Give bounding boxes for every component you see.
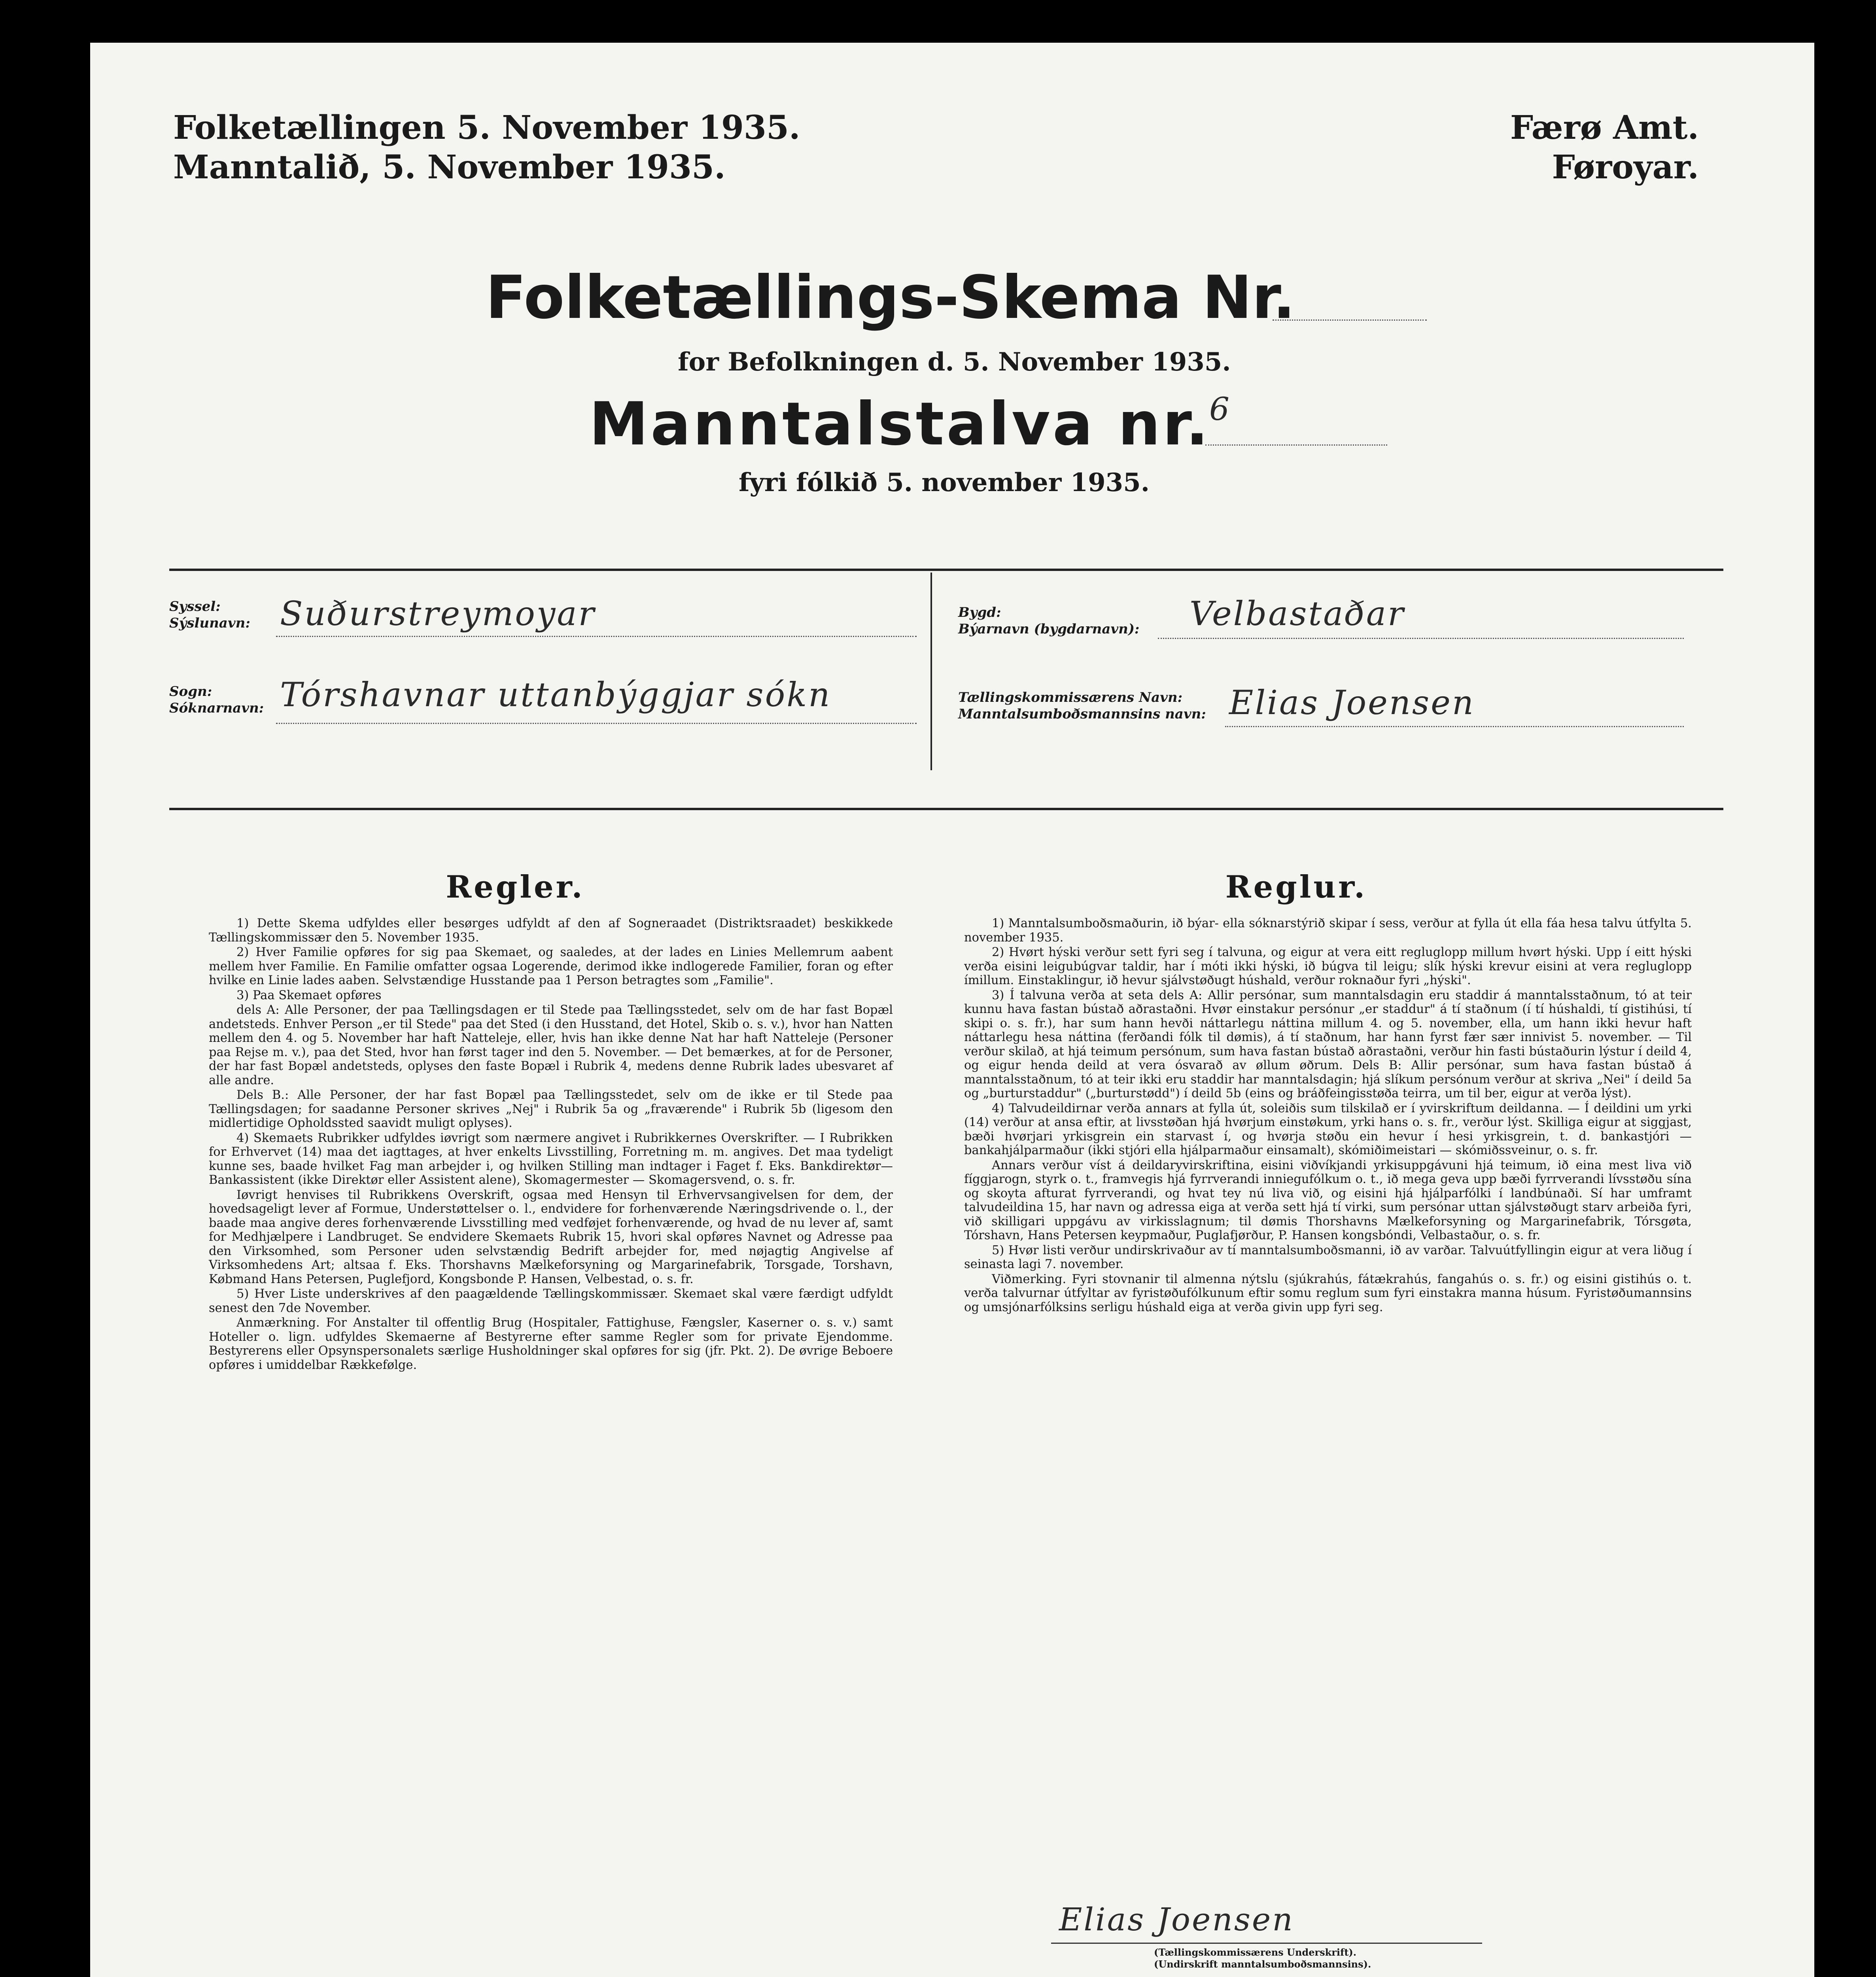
- regler-text: [209, 917, 893, 1373]
- fields-bottom-rule: [169, 808, 1723, 810]
- syssel-label-danish: Syssel:: [169, 599, 221, 614]
- regler-paragraph: dels A: Alle Personer, der paa Tællingsdagen er til Stede paa Tællingsstedet, selv om de har fast Bopæl andetsteds. Enhver Person „er til Stede" paa det Sted (i den Husstand, det Hotel, Skib o. s. v.), hvor han Natten mellem den 4. og 5. November har haft Natteleje, eller, hvis han ikke denne Nat har haft Natteleje (Personer paa Rejse m. v.), paa det Sted, hvor han først tager ind den 5. November. — Det bemærkes, at for de Personer, der har fast Bopæl andetsteds, oplyses den faste Bopæl i Rubrik 4, medens denne Rubrik lades ubesvaret af alle andre.: [209, 1003, 893, 1087]
- reglur-text: [964, 917, 1692, 1315]
- commissioner-signature: Elias Joensen: [1059, 1901, 1294, 1938]
- sogn-label-danish: Sogn:: [169, 684, 212, 699]
- kommissaer-label-danish: Tællingskommissærens Navn:: [958, 690, 1183, 705]
- header-title-danish: Folketællingen 5. November 1935.: [173, 109, 800, 147]
- reglur-paragraph: 2) Hvørt hýski verður sett fyri seg í talvuna, og eigur at vera eitt regluglopp millum hvørt hýski. Upp í eitt hýski verða eisini leigubúgvar taldir, har í móti ikki hýski, ið búgva til leigu; slík hýski krevur eisini at vera regluglopp ímillum. Einstaklingur, ið hevur sjálvstøðugt húshald, verður roknaður fyri „hýski".: [964, 945, 1692, 987]
- regler-paragraph: 4) Skemaets Rubrikker udfyldes iøvrigt som nærmere angivet i Rubrikkernes Overskrifter. — I Rubrikken for Erhvervet (14) maa det iagttages, at hver enkelts Livsstilling, Forretning m. m. angives. Det maa tydeligt kunne ses, baade hvilket Fag man arbejder i, og hvilken Stilling man indtager i Faget f. Eks. Bankdirektør—Bankassistent (ikke Direktør eller Assistent alene), Skomagermester — Skomagersvend, o. s. fr.: [209, 1131, 893, 1187]
- sogn-line: [276, 723, 917, 724]
- form-title-faroese: Manntalstalva nr.: [589, 390, 1211, 459]
- bygd-line: [1158, 638, 1684, 639]
- form-number-value: 6: [1209, 391, 1231, 427]
- reglur-paragraph: 1) Manntalsumboðsmaðurin, ið býar- ella sóknarstýrið skipar í sess, verður at fylla út ella fáa hesa talvu útfylta 5. november 1935.: [964, 917, 1692, 945]
- sogn-value: Tórshavnar uttanbýggjar sókn: [280, 675, 832, 714]
- regler-paragraph: 5) Hver Liste underskrives af den paagældende Tællingskommissær. Skemaet skal være færdigt udfyldt senest den 7de November.: [209, 1287, 893, 1315]
- kommissaer-value: Elias Joensen: [1229, 683, 1475, 722]
- form-subtitle-danish: for Befolkningen d. 5. November 1935.: [678, 347, 1231, 377]
- reglur-title: Reglur.: [1225, 869, 1367, 905]
- syssel-value: Suðurstreymoyar: [280, 594, 596, 633]
- reglur-paragraph: 4) Talvudeildirnar verða annars at fylla út, soleiðis sum tilskilað er í yvirskriftum deildanna. — Í deildini um yrki (14) verður at ansa eftir, at livsstøðan hjá hvørjum einstøkum, yrki hans o. s. fr., verður lýst. Skilliga eigur at siggjast, bæði hvørjari yrkisgrein ein starvast í, og hvørja støðu ein hevur í hesi yrkisgrein, t. d. bankastjóri — bankahjálparmaður (ikki stjóri ella hjálparmaður einsamalt), skómiðimeistari — skómiðssveinur, o. s. fr.: [964, 1101, 1692, 1157]
- regler-paragraph: Iøvrigt henvises til Rubrikkens Overskrift, ogsaa med Hensyn til Erhvervsangivelsen for dem, der hovedsageligt lever af Formue, Understøttelser o. l., endvidere for forhenværende Næringsdrivende o. l., der baade maa angive deres forhenværende Livsstilling med vedføjet forhenværende, og hvad de nu lever af, samt for Medhjælpere i Landbruget. Se endvidere Skemaets Rubrik 15, hvori skal opføres Navnet og Adresse paa den Virksomhed, som Personer uden selvstændig Bedrift arbejder for, med nøjagtig Angivelse af Virksomhedens Art; altsaa f. Eks. Thorshavns Mælkeforsyning og Margarinefabrik, Torsgade, Torshavn, Købmand Hans Petersen, Puglefjord, Kongsbonde P. Hansen, Velbestad, o. s. fr.: [209, 1188, 893, 1286]
- regler-paragraph: Anmærkning. For Anstalter til offentlig Brug (Hospitaler, Fattighuse, Fængsler, Kaserner o. s. v.) samt Hoteller o. lign. udfyldes Skemaerne af Bestyrerne efter samme Regler som for private Ejendomme. Bestyrerens eller Opsynspersonalets særlige Husholdninger skal opføres for sig (jfr. Pkt. 2). De øvrige Beboere opføres i umiddelbar Rækkefølge.: [209, 1316, 893, 1372]
- census-form-sheet: [90, 43, 1814, 1977]
- kommissaer-line: [1225, 726, 1684, 727]
- form-subtitle-faroese: fyri fólkið 5. november 1935.: [739, 468, 1150, 497]
- signature-caption-danish: (Tællingskommissærens Underskrift).: [1154, 1947, 1357, 1958]
- header-title-faroese: Manntalið, 5. November 1935.: [173, 148, 726, 186]
- signature-line: [1051, 1943, 1482, 1944]
- header-region-faroese: Føroyar.: [1552, 148, 1699, 186]
- syssel-label: [169, 598, 250, 631]
- bygd-value: Velbastaðar: [1190, 594, 1405, 633]
- sogn-label-faroese: Sóknarnavn:: [169, 700, 264, 716]
- kommissaer-label: [958, 689, 1206, 722]
- header-region-danish: Færø Amt.: [1510, 109, 1699, 147]
- reglur-paragraph: Annars verður víst á deildaryvirskriftina, eisini viðvíkjandi yrkisuppgávuni hjá teimum, ið eina mest liva við fíggjarogn, styrk o. t., framvegis hjá fyrrverandi inniegufólkum o. t., ið mega geva upp bæði fyrrverandi lívsstøðu sína og skoyta afturat fyrrverandi, og hvat tey nú liva við, og eisini hjá hjálparfólki í landbúnaði. Sí har umframt talvudeildina 15, har navn og adressa eiga at verða sett hjá tí virki, sum persónar uttan sjálvstøðugt starv arbeiða fyri, við skilligari uppgávu av virkisslagnum; til dømis Thorshavns Mælkeforsyning og Margarinefabrik, Tórsgøta, Tórshavn, Hans Petersen keypmaður, Puglafjørður, P. Hansen kongsbóndi, Velbastaður, o. s. fr.: [964, 1158, 1692, 1242]
- regler-paragraph: 1) Dette Skema udfyldes eller besørges udfyldt af den af Sogneraadet (Distriktsraadet) beskikkede Tællingskommissær den 5. November 1935.: [209, 917, 893, 945]
- form-number-line-2: [1205, 444, 1387, 446]
- form-title-danish: Folketællings-Skema Nr.: [486, 263, 1295, 332]
- fields-top-rule: [169, 569, 1723, 571]
- form-number-line: [1273, 319, 1427, 321]
- signature-caption-faroese: (Undirskrift manntalsumboðsmannsins).: [1154, 1958, 1371, 1970]
- reglur-paragraph: 5) Hvør listi verður undirskrivaður av tí manntalsumboðsmanni, ið av varðar. Talvuútfyllingin eigur at vera liðug í seinasta lagi 7. november.: [964, 1243, 1692, 1271]
- regler-paragraph: 2) Hver Familie opføres for sig paa Skemaet, og saaledes, at der lades en Linies Mellemrum aabent mellem hver Familie. En Familie omfatter ogsaa Logerende, derimod ikke indlogerede Familier, foran og efter hvilke en Linie lades aaben. Selvstændige Husstande paa 1 Person betragtes som „Familie".: [209, 945, 893, 987]
- bygd-label-danish: Bygd:: [958, 605, 1001, 620]
- bygd-label-faroese: Býarnavn (bygdarnavn):: [958, 621, 1140, 637]
- reglur-paragraph: Viðmerking. Fyri stovnanir til almenna nýtslu (sjúkrahús, fátækrahús, fangahús o. s. fr.) og eisini gistihús o. t. verða talvurnar útfyltar av fyristøðufólkunum eftir somu reglum sum fyri einstakra manna húsum. Fyristøðumannsins og umsjónarfólksins serligu húshald eiga at verða givin upp fyri seg.: [964, 1272, 1692, 1314]
- fields-divider: [930, 573, 932, 770]
- reglur-paragraph: 3) Í talvuna verða at seta dels A: Allir persónar, sum manntalsdagin eru staddir á manntalsstaðnum, tó at teir kunnu hava fastan bústað aðrastaðni. Hvør einstakur persónur „er staddur" á tí staðnum (í tí húshaldi, tí gistihúsi, tí skipi o. s. fr.), har sum hann hevði náttarlegu náttina millum 4. og 5. november, ella, um hann ikki hevur haft náttarlegu hesa náttina (ferðandi fólk til dømis), á tí staðnum, har hann fyrst fær sær innivist 5. november. — Til verður skilað, at hjá teimum persónum, sum hava fastan bústað aðrastaðni, verður hin fasti bústaðurin lýstur í deild 4, og eigur henda deild at vera ósvarað av øllum øðrum. Dels B: Allir persónar, sum hava fastan bústað á manntalsstaðnum, tó at teir ikki eru staddir har manntalsdagin; hjá slíkum persónum verður at skriva „Nei" í deild 5a og „burturstaddur" („burturstødd") í deild 5b (eins og bráðfeingisstøða teirra, um til ber, eigur at verða lýst).: [964, 988, 1692, 1100]
- regler-paragraph: Dels B.: Alle Personer, der har fast Bopæl paa Tællingsstedet, selv om de ikke er til Stede paa Tællingsdagen; for saadanne Personer skrives „Nej" i Rubrik 5a og „fraværende" i Rubrik 5b (ligesom den midlertidige Opholdssted saavidt muligt oplyses).: [209, 1088, 893, 1130]
- sogn-label: [169, 683, 264, 716]
- syssel-label-faroese: Sýslunavn:: [169, 615, 250, 631]
- syssel-line: [276, 636, 917, 637]
- kommissaer-label-faroese: Manntalsumboðsmannsins navn:: [958, 706, 1206, 722]
- regler-title: Regler.: [446, 869, 585, 905]
- regler-paragraph: 3) Paa Skemaet opføres: [236, 988, 382, 1002]
- bygd-label: [958, 604, 1139, 637]
